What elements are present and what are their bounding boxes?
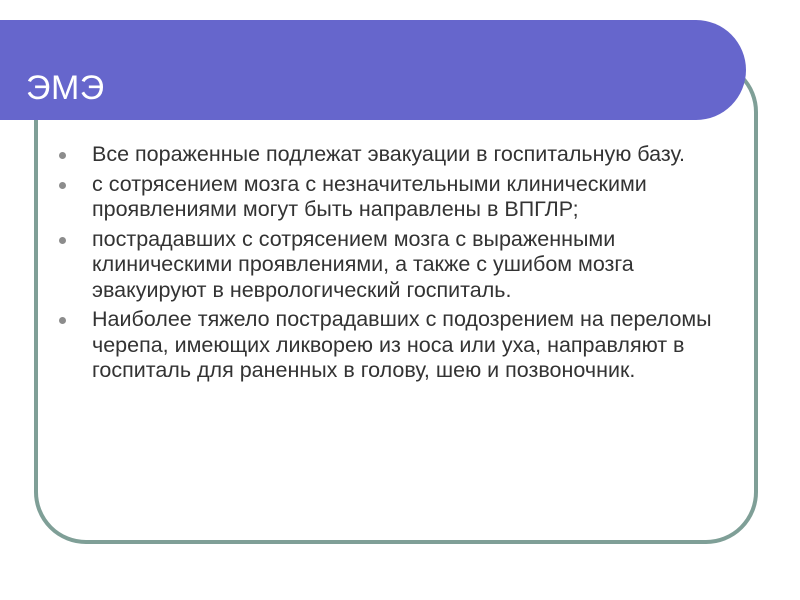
bullet-item	[56, 307, 736, 384]
bullet-dot-icon	[59, 237, 66, 244]
bullet-list	[56, 142, 736, 384]
bullet-text: пострадавших с сотрясением мозга с выраженными клиническими проявлениями, а также с ушибом мозга эвакуируют в неврологический госпиталь.	[92, 226, 634, 302]
bullet-item	[56, 142, 736, 168]
bullet-text: с сотрясением мозга с незначительными клиническими проявлениями могут быть направлены в ВПГЛР;	[92, 171, 647, 221]
slide-title: ЭМЭ	[26, 69, 105, 107]
bullet-item	[56, 227, 736, 304]
bullet-dot-icon	[59, 152, 66, 159]
bullet-item	[56, 172, 736, 223]
bullet-dot-icon	[59, 182, 66, 189]
title-bar	[0, 20, 746, 120]
bullet-dot-icon	[59, 317, 66, 324]
slide-content	[56, 142, 736, 388]
bullet-text: Наиболее тяжело пострадавших с подозрением на переломы черепа, имеющих ликворею из носа или уха, направляют в госпиталь для раненных в голову, шею и позвоночник.	[92, 307, 712, 382]
bullet-text: Все пораженные подлежат эвакуации в госпитальную базу.	[92, 142, 686, 166]
